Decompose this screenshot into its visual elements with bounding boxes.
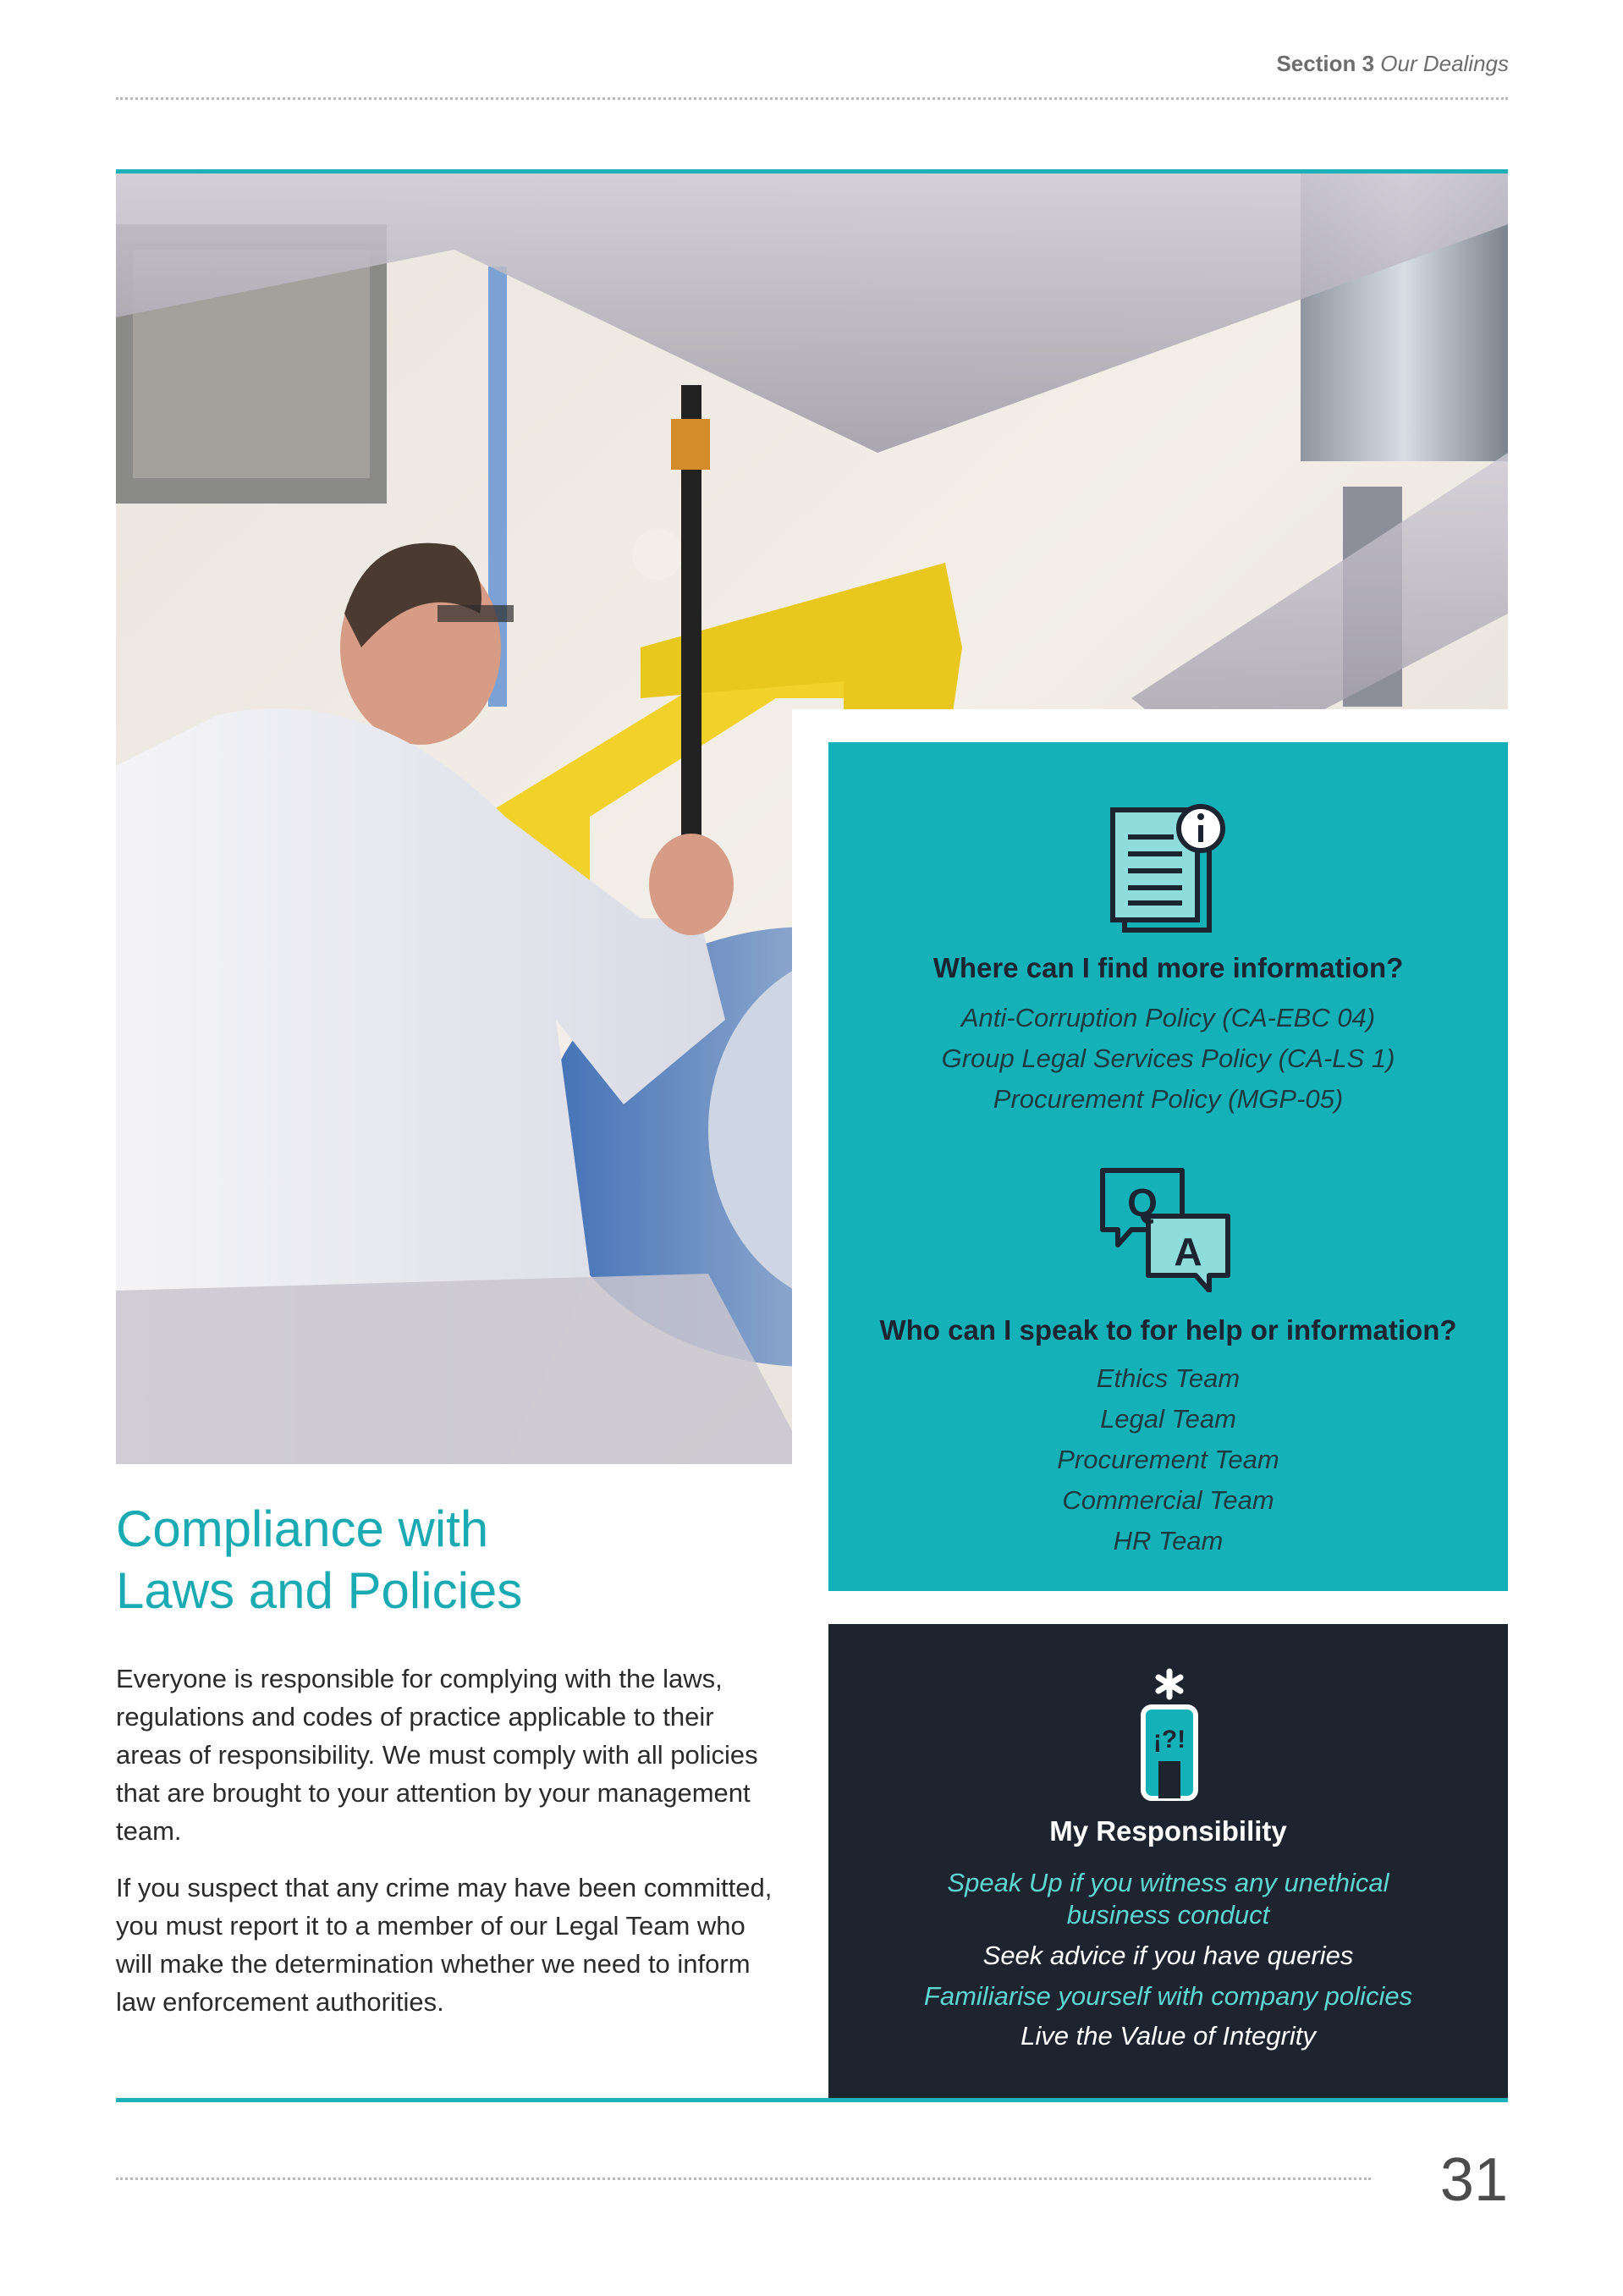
team-item: HR Team bbox=[1113, 1526, 1224, 1555]
body-paragraph: If you suspect that any crime may have been committed, you must report it to a member of our Legal Team who will make the determination whether we need to inform law enforcement authorities. bbox=[116, 1873, 773, 2017]
speak-heading: Who can I speak to for help or information? bbox=[879, 1314, 1457, 1346]
bottom-teal-rule bbox=[116, 2098, 1508, 2102]
header-divider bbox=[116, 97, 1508, 100]
document-info-icon bbox=[1101, 803, 1228, 939]
person-question-icon bbox=[1131, 1666, 1208, 1802]
section-label: Section 3 bbox=[1276, 51, 1375, 76]
responsibility-item: Live the Value of Integrity bbox=[1021, 2021, 1316, 2051]
page-title bbox=[116, 1498, 793, 1622]
body-paragraph: Everyone is responsible for complying with the laws, regulations and codes of practice applicable to their areas of responsibility. We must comply with all policies that are brought to your attention by your management team. bbox=[116, 1664, 758, 1846]
page-number: 31 bbox=[1439, 2146, 1508, 2214]
footer-divider bbox=[116, 2178, 1371, 2180]
responsibility-item: Seek advice if you have queries bbox=[982, 1941, 1354, 1970]
policy-item: Group Legal Services Policy (CA-LS 1) bbox=[941, 1043, 1395, 1073]
qa-q-letter: Q bbox=[1127, 1181, 1158, 1225]
page-title-line: Compliance with bbox=[116, 1500, 489, 1557]
policy-item: Anti-Corruption Policy (CA-EBC 04) bbox=[960, 1003, 1376, 1032]
policy-list bbox=[828, 998, 1508, 1120]
find-info-heading: Where can I find more information? bbox=[933, 952, 1404, 983]
question-answer-icon bbox=[1098, 1165, 1233, 1292]
person-glyph: ¡?! bbox=[1153, 1726, 1186, 1754]
page-title-line: Laws and Policies bbox=[116, 1562, 523, 1619]
section-header bbox=[1276, 51, 1509, 77]
info-panel bbox=[828, 742, 1508, 1591]
responsibility-item: business conduct bbox=[1066, 1900, 1270, 1930]
responsibility-heading: My Responsibility bbox=[1049, 1815, 1287, 1847]
responsibility-item: Speak Up if you witness any unethical bbox=[947, 1868, 1389, 1897]
team-item: Procurement Team bbox=[1057, 1445, 1279, 1474]
responsibility-item: Familiarise yourself with company policies bbox=[923, 1981, 1413, 2011]
policy-item: Procurement Policy (MGP-05) bbox=[993, 1084, 1344, 1114]
qa-a-letter: A bbox=[1174, 1230, 1202, 1274]
team-item: Commercial Team bbox=[1062, 1485, 1274, 1515]
team-item: Ethics Team bbox=[1096, 1363, 1241, 1393]
team-list bbox=[828, 1358, 1508, 1561]
responsibility-panel bbox=[828, 1624, 1508, 2098]
section-title: Our Dealings bbox=[1380, 51, 1509, 76]
team-item: Legal Team bbox=[1100, 1404, 1236, 1434]
